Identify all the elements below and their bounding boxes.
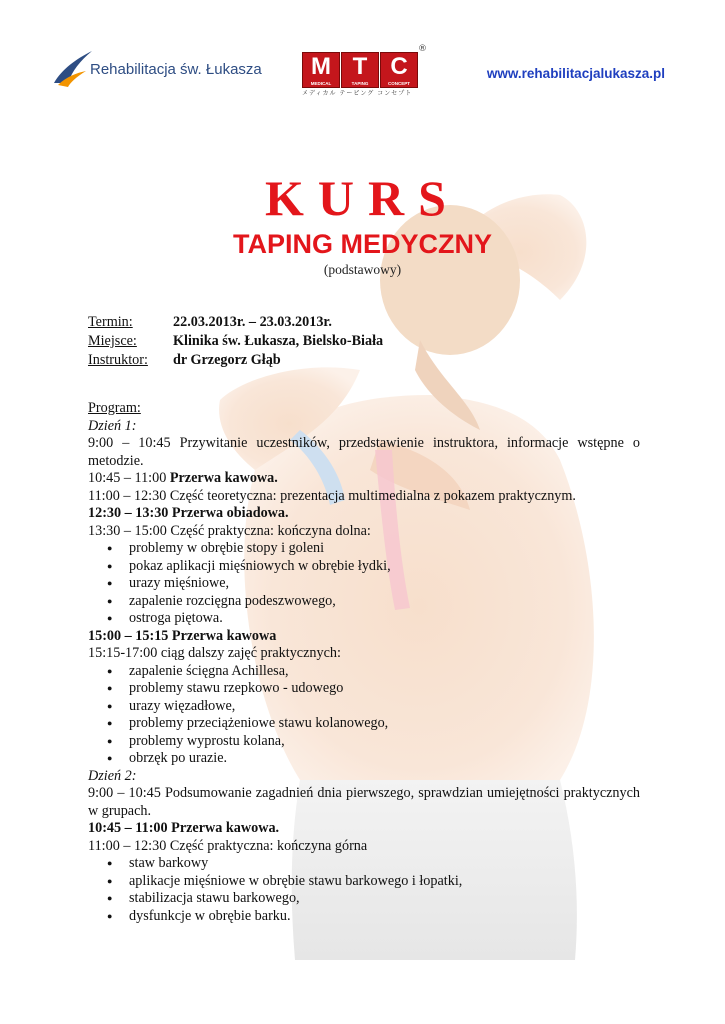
list-item: ● aplikacje mięśniowe w obrębie stawu barkowego i łopatki, (88, 873, 640, 891)
main-title: KURS (265, 170, 460, 226)
list-item: ● pokaz aplikacji mięśniowych w obrębie łydki, (88, 558, 640, 576)
mtc-logo (300, 44, 428, 100)
clinic-logo (52, 47, 262, 93)
mtc-letter-t: T TAPING (341, 52, 379, 88)
topic-list (88, 855, 640, 925)
clinic-logo-text: Rehabilitacja św. Łukasza (90, 61, 262, 78)
info-value: dr Grzegorz Głąb (173, 352, 281, 368)
schedule-entry-break: 12:30 – 13:30 Przerwa obiadowa. (88, 505, 289, 521)
schedule-entry: 15:15-17:00 ciąg dalszy zajęć praktycznych: (88, 645, 341, 661)
info-value: Klinika św. Łukasza, Bielsko-Biała (173, 333, 384, 349)
list-item: ● staw barkowy (88, 855, 640, 873)
website-link[interactable]: www.rehabilitacjalukasza.pl (486, 66, 665, 81)
entry-time: 10:45 – 11:00 (88, 470, 170, 486)
schedule-entry: 13:30 – 15:00 Część praktyczna: kończyna dolna: (88, 522, 371, 539)
list-item: ● dysfunkcje w obrębie barku. (88, 908, 640, 926)
list-item: ● zapalenie ścięgna Achillesa, (88, 663, 640, 681)
schedule-entry: 11:00 – 12:30 Część praktyczna: kończyna górna (88, 837, 368, 854)
info-value: 22.03.2013r. – 23.03.2013r. (173, 314, 332, 330)
list-item: ● obrzęk po urazie. (88, 750, 640, 768)
info-label: Miejsce: (88, 333, 137, 349)
day-1-label: Dzień 1: (88, 417, 137, 434)
course-subtitle: TAPING MEDYCZNY (232, 229, 492, 259)
schedule-entry: 9:00 – 10:45 Podsumowanie zagadnień dnia pierwszego, sprawdzian umiejętności praktycznych w grupach. (88, 785, 640, 819)
registered-mark: ® (418, 44, 427, 54)
program-section (88, 400, 640, 925)
day-2-label: Dzień 2: (88, 767, 137, 784)
info-label: Instruktor: (88, 352, 148, 368)
mtc-japanese-text: メディカル テーピング コンセプト (302, 90, 413, 97)
list-item: ● problemy przeciążeniowe stawu kolanowego, (88, 715, 640, 733)
program-heading: Program: (88, 400, 141, 416)
schedule-entry-break: 15:00 – 15:15 Przerwa kawowa (88, 627, 277, 644)
course-info (88, 313, 383, 370)
info-row-date (88, 313, 383, 332)
topic-list (88, 663, 640, 768)
list-item: ● problemy w obrębie stopy i goleni (88, 540, 640, 558)
info-row-place (88, 332, 383, 351)
list-item: ● problemy stawu rzepkowo - udowego (88, 680, 640, 698)
info-label: Termin: (88, 314, 133, 330)
schedule-entry-break: 10:45 – 11:00 Przerwa kawowa. (88, 820, 280, 836)
list-item: ● zapalenie rozcięgna podeszwowego, (88, 593, 640, 611)
clinic-swoosh-icon (52, 47, 92, 93)
entry-break: Przerwa kawowa. (169, 470, 278, 486)
schedule-entry (88, 470, 640, 488)
list-item: ● problemy wyprostu kolana, (88, 733, 640, 751)
list-item: ● ostroga piętowa. (88, 610, 640, 628)
info-row-instructor (88, 351, 383, 370)
list-item: ● urazy mięśniowe, (88, 575, 640, 593)
schedule-entry: 11:00 – 12:30 Część teoretyczna: prezentacja multimedialna z pokazem praktycznym. (88, 487, 576, 504)
mtc-letter-m: M MEDICAL (302, 52, 340, 88)
schedule-entry: 9:00 – 10:45 Przywitanie uczestników, przedstawienie instruktora, informacje wstępne o metodzie. (88, 435, 640, 469)
topic-list (88, 540, 640, 628)
course-level: (podstawowy) (323, 262, 402, 277)
list-item: ● urazy więzadłowe, (88, 698, 640, 716)
mtc-letter-c: C CONCEPT (380, 52, 418, 88)
list-item: ● stabilizacja stawu barkowego, (88, 890, 640, 908)
